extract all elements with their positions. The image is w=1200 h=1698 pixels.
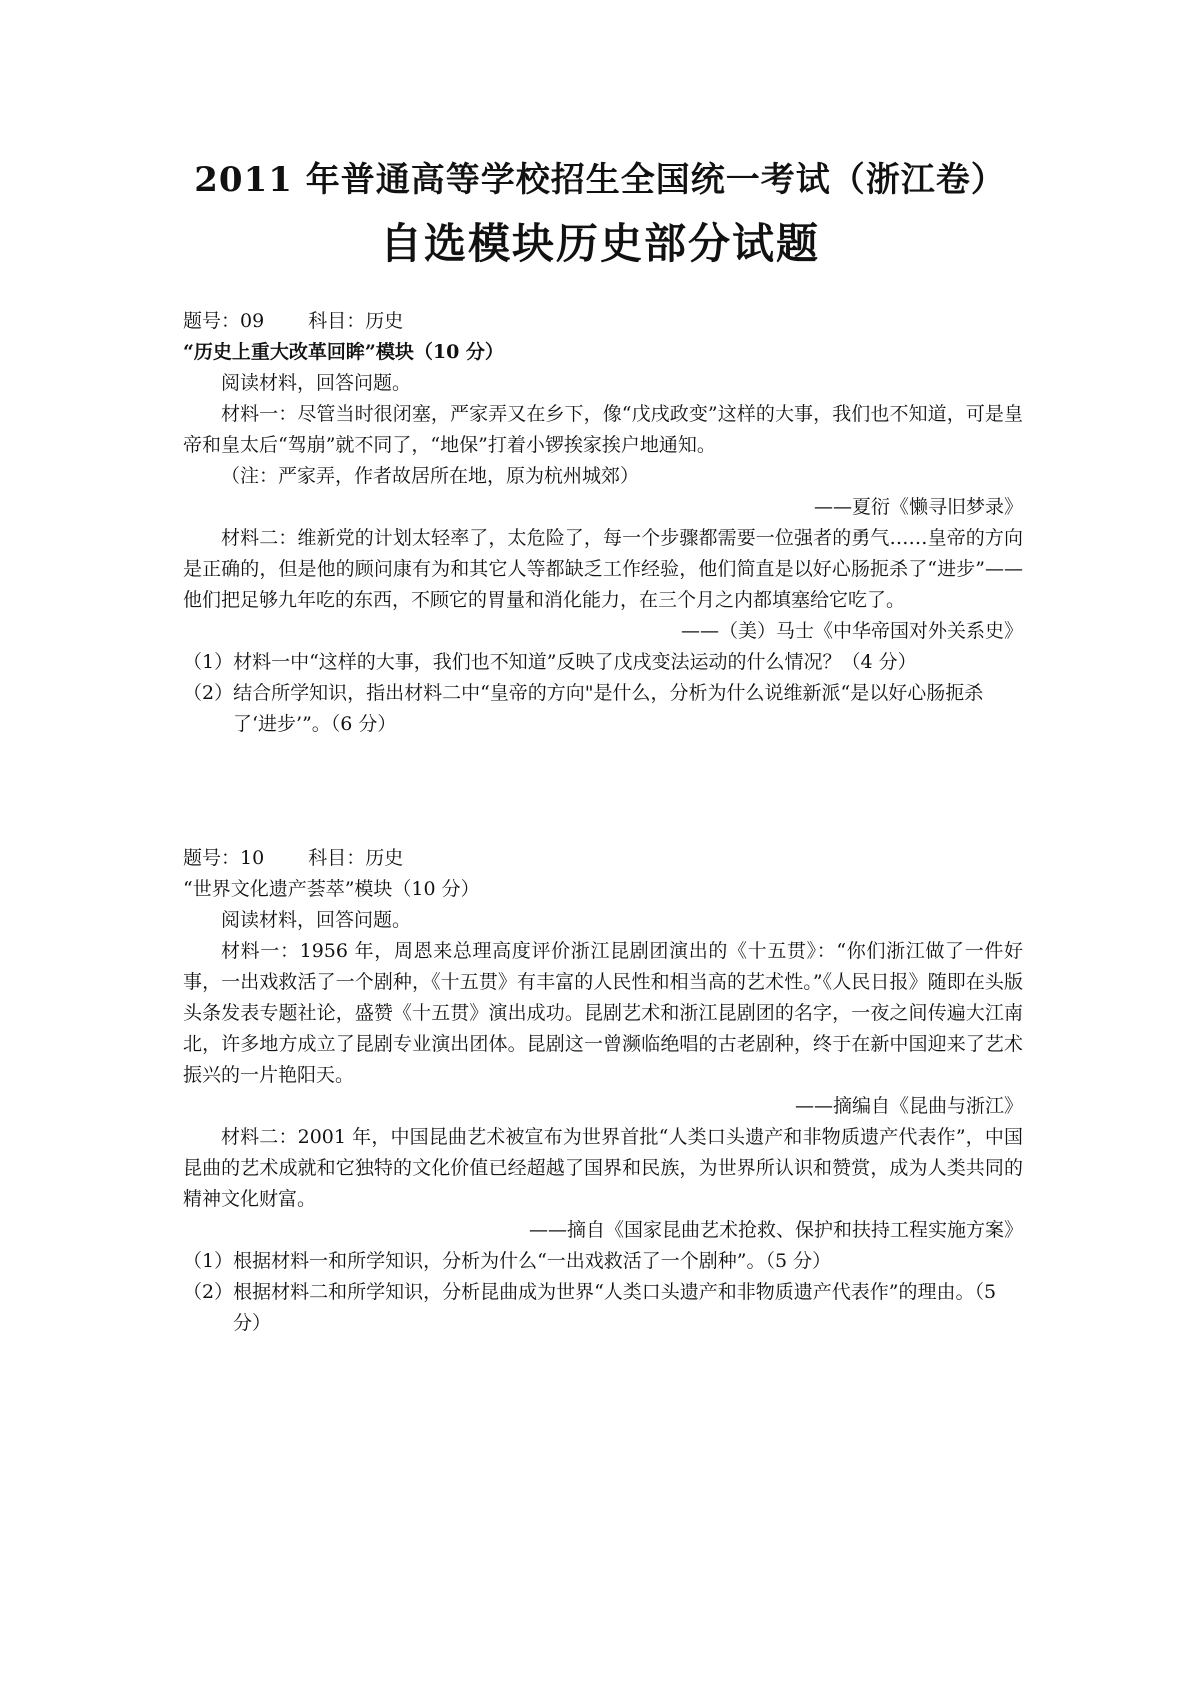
material-2-source: ——（美）马士《中华帝国对外关系史》 bbox=[680, 620, 1023, 642]
sub-question-1: （1）根据材料一和所学知识，分析为什么“一出戏救活了一个剧种”。（5 分） bbox=[183, 1250, 832, 1272]
material-note: （注：严家弄，作者故居所在地，原为杭州城郊） bbox=[221, 465, 640, 487]
instruction: 阅读材料，回答问题。 bbox=[221, 372, 412, 394]
material-1-source: ——摘编自《昆曲与浙江》 bbox=[794, 1095, 1023, 1117]
module-heading: “历史上重大改革回眸”模块（10 分） bbox=[183, 341, 504, 363]
question-meta bbox=[183, 306, 1023, 337]
material-1-source: ——夏衍《懒寻旧梦录》 bbox=[813, 496, 1023, 518]
instruction: 阅读材料，回答问题。 bbox=[221, 909, 412, 931]
sub-question-2: （2）根据材料二和所学知识，分析昆曲成为世界“人类口头遗产和非物质遗产代表作”的理由。（5 分） bbox=[183, 1281, 997, 1334]
material-1: 材料一：尽管当时很闭塞，严家弄又在乡下，像“戊戌政变”这样的大事，我们也不知道，可是皇帝和皇太后“驾崩”就不同了，“地保”打着小锣挨家挨户地通知。 bbox=[183, 403, 1023, 456]
module-heading: “世界文化遗产荟萃”模块（10 分） bbox=[183, 878, 480, 900]
exam-subtitle: 自选模块历史部分试题 bbox=[379, 219, 820, 268]
sub-question-1: （1）材料一中“这样的大事，我们也不知道”反映了戊戌变法运动的什么情况？（4 分） bbox=[183, 651, 917, 673]
material-2-source: ——摘自《国家昆曲艺术抢救、保护和扶持工程实施方案》 bbox=[528, 1219, 1023, 1241]
question-subject: 科目：历史 bbox=[308, 847, 404, 869]
material-2: 材料二：2001 年，中国昆曲艺术被宣布为世界首批“人类口头遗产和非物质遗产代表作”，中国昆曲的艺术成就和它独特的文化价值已经超越了国界和民族，为世界所认识和赞赏，成为人类共同的精神文化财富。 bbox=[183, 1126, 1023, 1210]
question-subject: 科目：历史 bbox=[308, 310, 404, 332]
question-number: 题号：09 bbox=[183, 310, 265, 332]
question-10-section bbox=[183, 843, 1023, 1339]
sub-question-2: （2）结合所学知识，指出材料二中“皇帝的方向"是什么，分析为什么说维新派“是以好心肠扼杀了‘进步’”。（6 分） bbox=[183, 682, 984, 735]
material-2: 材料二：维新党的计划太轻率了，太危险了，每一个步骤都需要一位强者的勇气……皇帝的方向是正确的，但是他的顾问康有为和其它人等都缺乏工作经验，他们简直是以好心肠扼杀了“进步”——他们把足够九年吃的东西，不顾它的胃量和消化能力，在三个月之内都填塞给它吃了。 bbox=[183, 527, 1023, 611]
material-1: 材料一：1956 年，周恩来总理高度评价浙江昆剧团演出的《十五贯》：“你们浙江做了一件好事，一出戏救活了一个剧种，《十五贯》有丰富的人民性和相当高的艺术性。”《人民日报》随即在头版头条发表专题社论，盛赞《十五贯》演出成功。昆剧艺术和浙江昆剧团的名字，一夜之间传遍大江南北，许多地方成立了昆剧专业演出团体。昆剧这一曾濒临绝唱的古老剧种，终于在新中国迎来了艺术振兴的一片艳阳天。 bbox=[183, 940, 1023, 1086]
question-09-section bbox=[183, 306, 1023, 740]
question-number: 题号：10 bbox=[183, 847, 265, 869]
question-meta bbox=[183, 843, 1023, 874]
exam-title: 2011 年普通高等学校招生全国统一考试（浙江卷） bbox=[194, 160, 1006, 200]
